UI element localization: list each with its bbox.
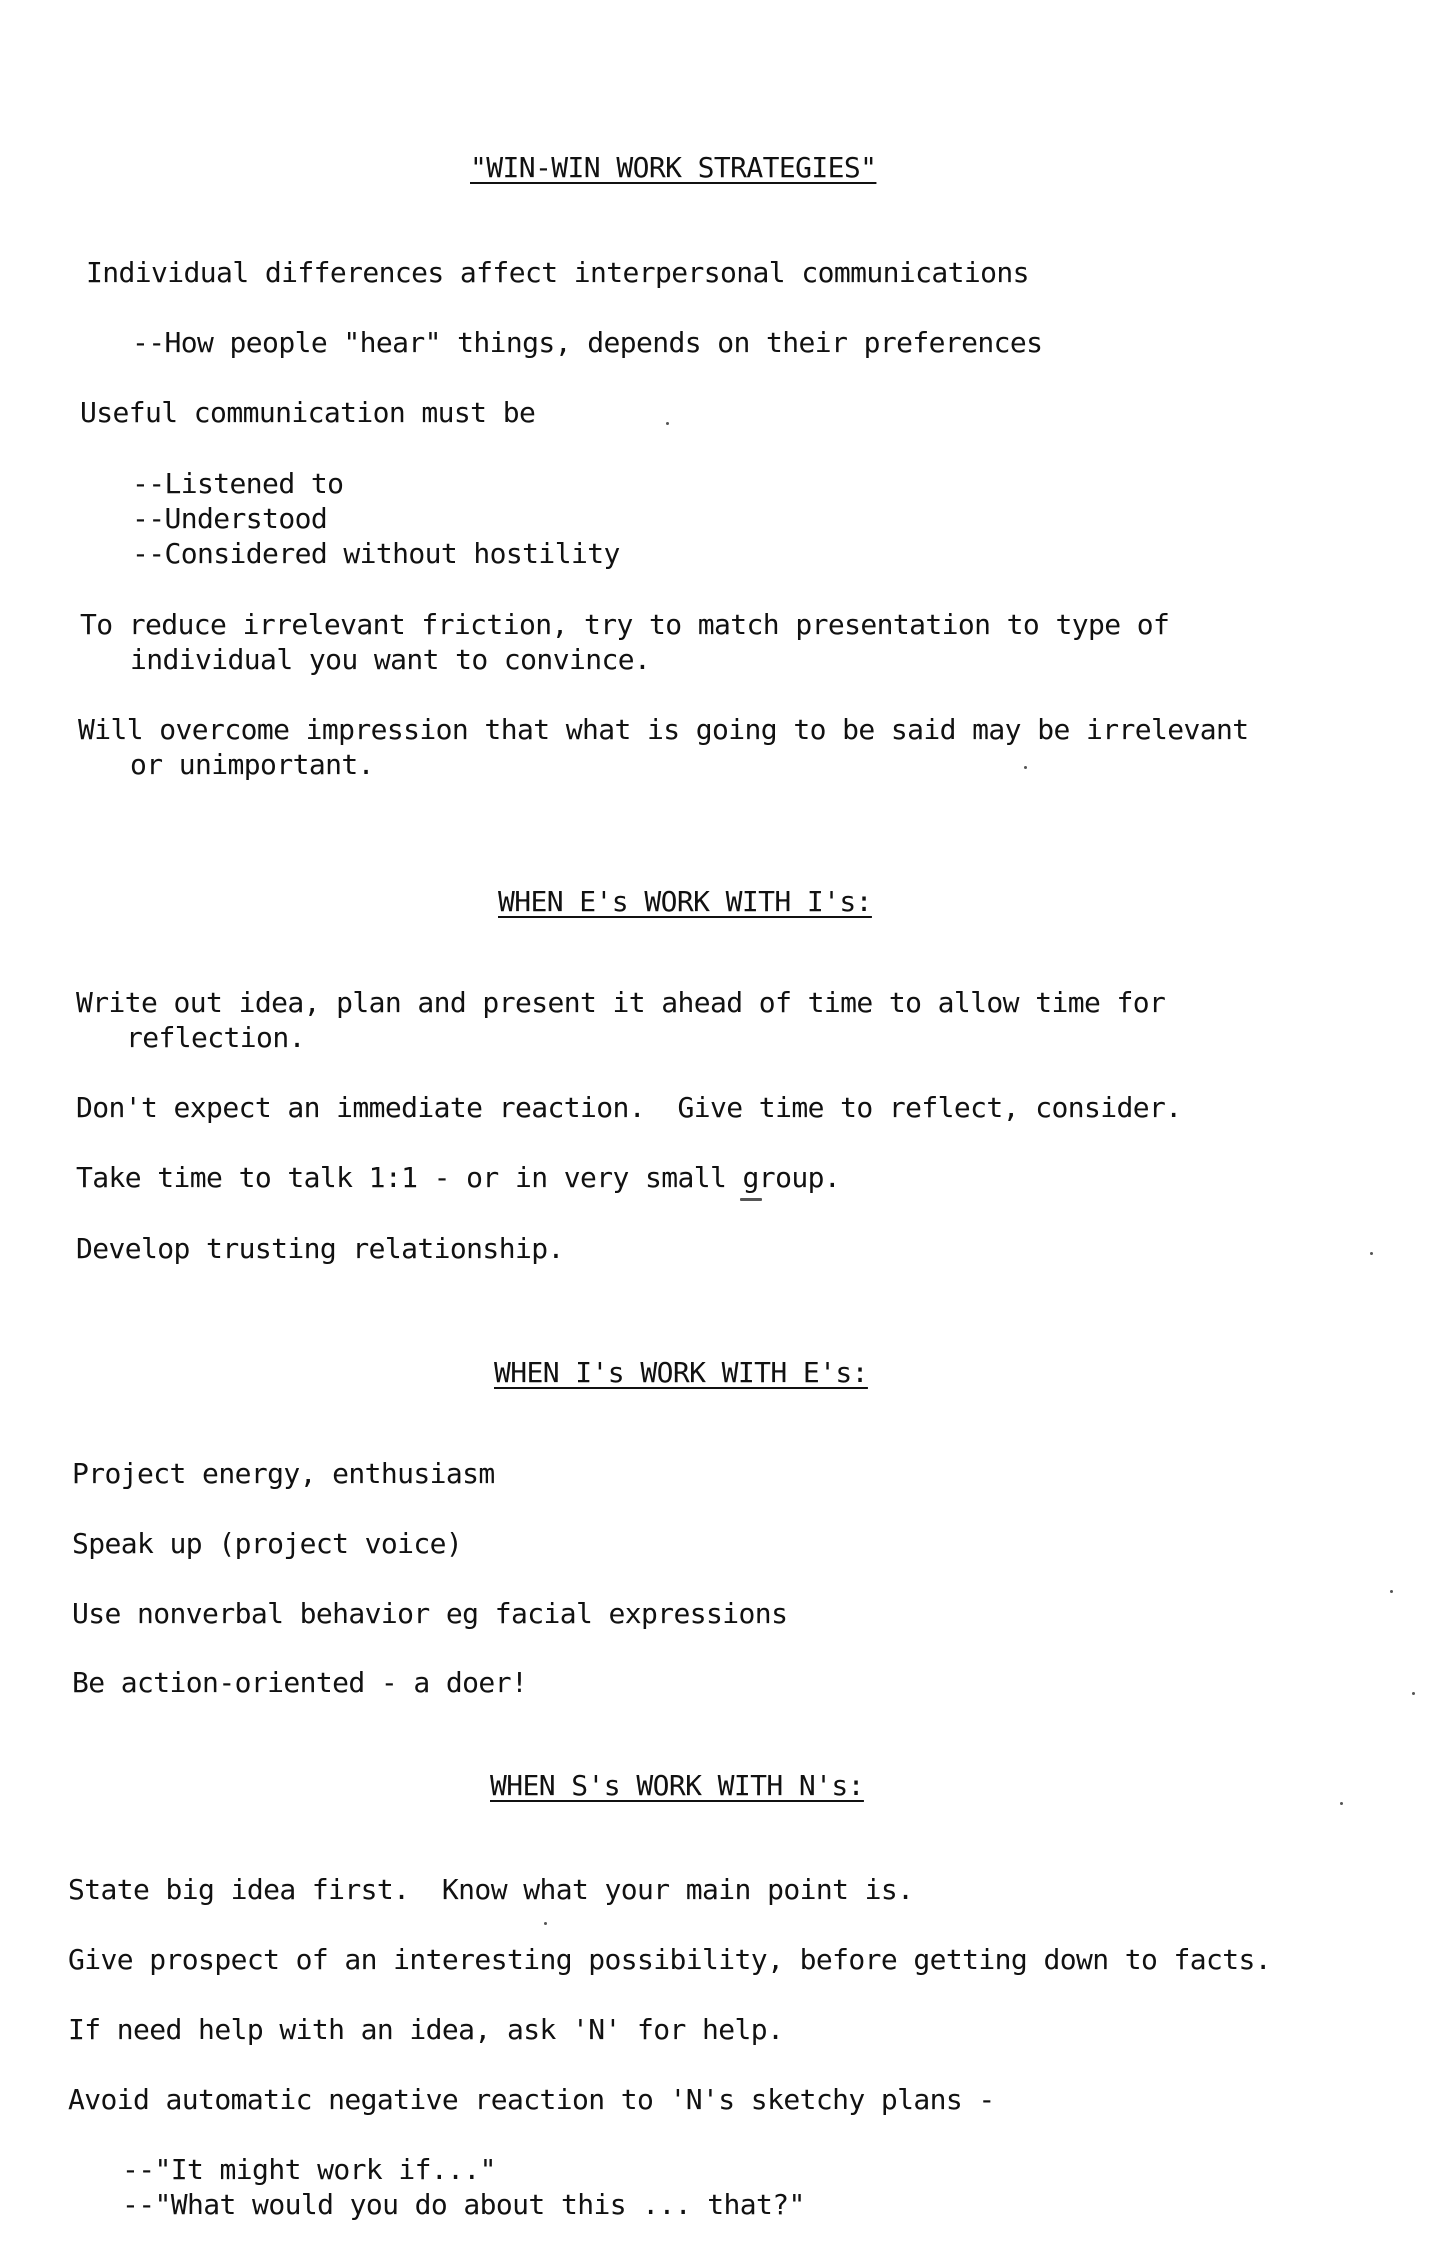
intro-paragraph: Will overcome impression that what is going to be said may be irrelevant: [78, 713, 1249, 746]
scan-speck: [740, 1198, 762, 1201]
section-item: If need help with an idea, ask 'N' for help.: [68, 2013, 784, 2046]
scan-speck: [544, 1922, 547, 1925]
intro-line: Useful communication must be: [80, 396, 536, 429]
section-item: Be action-oriented - a doer!: [72, 1666, 528, 1699]
section-item: Write out idea, plan and present it ahead of time to allow time for: [76, 986, 1166, 1019]
section-item: State big idea first. Know what your main point is.: [68, 1873, 914, 1906]
intro-paragraph: To reduce irrelevant friction, try to match presentation to type of: [80, 608, 1170, 641]
section-item: Use nonverbal behavior eg facial expressions: [72, 1597, 788, 1630]
section-item-continued: reflection.: [126, 1021, 305, 1054]
scan-speck: [666, 422, 669, 425]
section-heading: WHEN S's WORK WITH N's:: [490, 1769, 864, 1802]
section-item: Give prospect of an interesting possibility, before getting down to facts.: [68, 1943, 1272, 1976]
section-item: Project energy, enthusiasm: [72, 1457, 495, 1490]
scan-speck: [1370, 1252, 1373, 1255]
section-item: Develop trusting relationship.: [76, 1232, 564, 1265]
section-heading: WHEN I's WORK WITH E's:: [494, 1356, 868, 1389]
quote-line: --"What would you do about this ... that?": [122, 2188, 805, 2221]
intro-bullet: --Understood: [132, 502, 328, 535]
section-heading: WHEN E's WORK WITH I's:: [498, 885, 872, 918]
section-item: Speak up (project voice): [72, 1527, 463, 1560]
scan-speck: [1390, 1590, 1393, 1593]
section-item: Don't expect an immediate reaction. Give time to reflect, consider.: [76, 1091, 1182, 1124]
section-item: Avoid automatic negative reaction to 'N's sketchy plans -: [68, 2083, 995, 2116]
document-title: "WIN-WIN WORK STRATEGIES": [470, 151, 877, 184]
quote-line: --"It might work if...": [122, 2153, 496, 2186]
scan-speck: [1024, 766, 1027, 769]
intro-bullet: --Considered without hostility: [132, 537, 620, 570]
intro-paragraph-continued: or unimportant.: [130, 748, 374, 781]
scan-speck: [1412, 1692, 1415, 1695]
section-item: Take time to talk 1:1 - or in very small group.: [76, 1161, 841, 1194]
intro-bullet: --Listened to: [132, 467, 344, 500]
intro-paragraph-continued: individual you want to convince.: [130, 643, 651, 676]
intro-line: Individual differences affect interpersonal communications: [86, 256, 1029, 289]
intro-subline: --How people "hear" things, depends on their preferences: [132, 326, 1043, 359]
scan-speck: [1340, 1802, 1343, 1805]
